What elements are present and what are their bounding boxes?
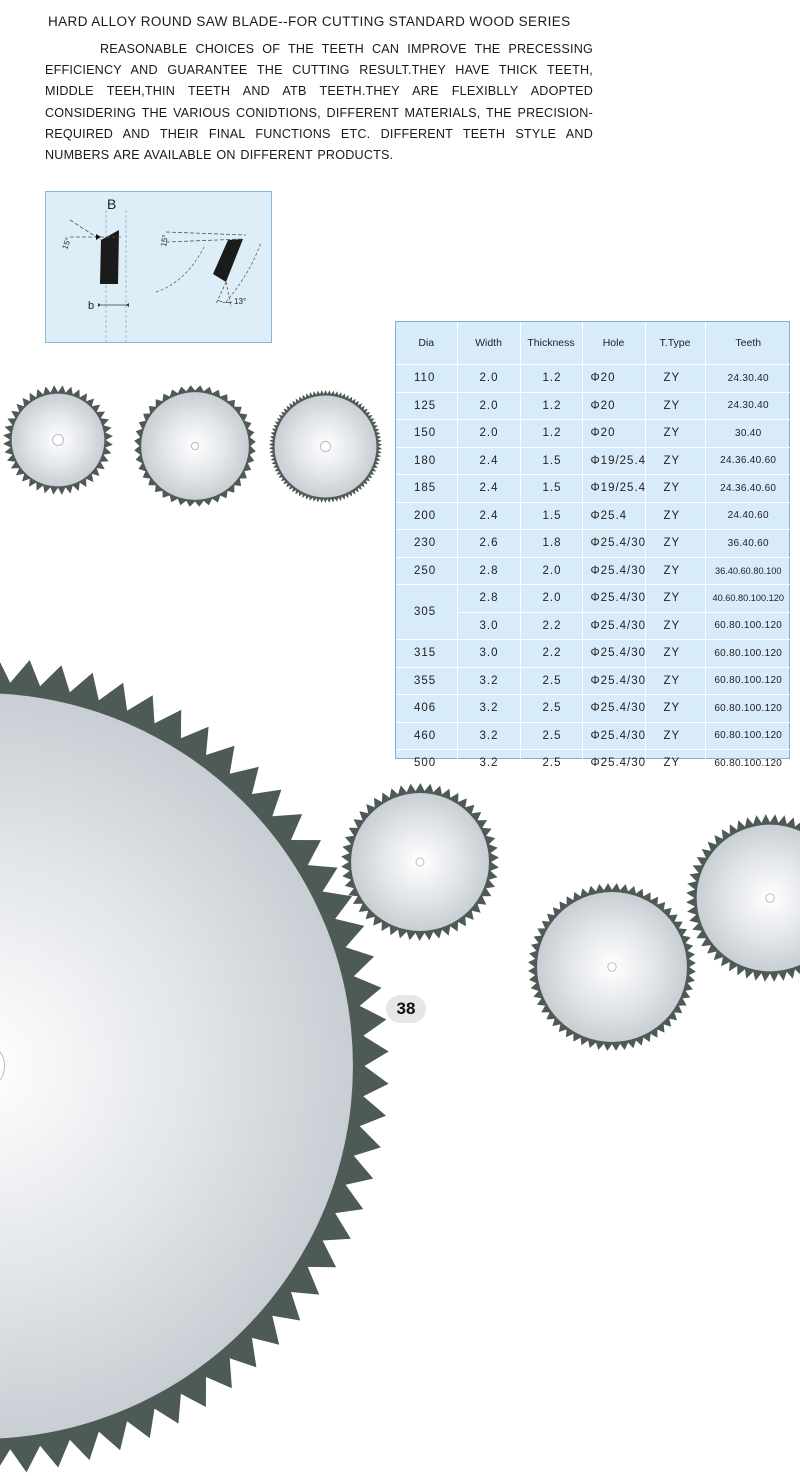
table-row xyxy=(396,722,791,750)
cell-width: 2.4 xyxy=(457,447,520,475)
cell-dia: 315 xyxy=(396,640,457,668)
cell-width: 3.2 xyxy=(457,667,520,695)
blade-arbor-hole xyxy=(608,963,616,971)
cell-ttype: ZY xyxy=(645,612,705,640)
cell-width: 2.8 xyxy=(457,585,520,613)
cell-thickness: 1.8 xyxy=(520,530,582,558)
cell-thickness: 1.5 xyxy=(520,475,582,503)
table-header-row xyxy=(396,322,791,365)
blade-body xyxy=(0,693,353,1439)
cell-teeth: 24.30.40 xyxy=(705,392,791,420)
cell-width: 2.6 xyxy=(457,530,520,558)
cell-hole: Φ25.4/30 xyxy=(582,640,645,668)
header-width: Width xyxy=(457,322,520,365)
cell-ttype: ZY xyxy=(645,695,705,723)
blade-arbor-hole xyxy=(191,442,198,449)
cell-dia: 355 xyxy=(396,667,457,695)
cell-teeth: 24.36.40.60 xyxy=(705,447,791,475)
cell-teeth: 24.30.40 xyxy=(705,365,791,393)
saw-blade-medium-1 xyxy=(340,782,500,942)
cell-thickness: 2.5 xyxy=(520,667,582,695)
cell-ttype: ZY xyxy=(645,722,705,750)
cell-width: 3.2 xyxy=(457,750,520,777)
intro-paragraph: REASONABLE CHOICES OF THE TEETH CAN IMPROVE THE PRECESSING EFFICIENCY AND GUARANTEE THE CUTTING RESULT.THEY HAVE THICK TEETH, MIDDLE TEEH,THIN TEETH AND ATB TEETH.THEY ARE FLEXIBLLY ADOPTED CONSIDERING THE VARIOUS CONIDTIONS, DIFFERENT MATERIALS, THE PRECISION-REQUIRED AND THEIR FINAL FUNCTIONS ETC. DIFFERENT TEETH STYLE AND NUMBERS ARE AVAILABLE ON DIFFERENT PRODUCTS. xyxy=(45,42,593,163)
cell-thickness: 1.5 xyxy=(520,502,582,530)
cell-thickness: 2.5 xyxy=(520,722,582,750)
label-B: B xyxy=(107,196,117,212)
cell-thickness: 2.2 xyxy=(520,612,582,640)
cell-ttype: ZY xyxy=(645,420,705,448)
cell-teeth: 60.80.100.120 xyxy=(714,757,783,769)
cell-dia: 500 xyxy=(396,750,457,777)
blade-arbor-hole xyxy=(320,441,330,451)
cell-width: 2.4 xyxy=(457,502,520,530)
cell-dia: 180 xyxy=(396,447,457,475)
cell-dia: 110 xyxy=(396,365,457,393)
blade-arbor-hole xyxy=(416,858,424,866)
cell-hole: Φ25.4/30 xyxy=(582,530,645,558)
cell-width: 2.0 xyxy=(457,365,520,393)
cell-teeth: 40.60.80.100.120 xyxy=(705,585,791,613)
cell-hole: Φ25.4/30 xyxy=(582,722,645,750)
cell-ttype: ZY xyxy=(645,475,705,503)
saw-blade-small-2 xyxy=(133,384,257,508)
page-title: HARD ALLOY ROUND SAW BLADE--FOR CUTTING STANDARD WOOD SERIES xyxy=(48,14,571,29)
cell-thickness: 1.2 xyxy=(520,365,582,393)
cell-dia: 230 xyxy=(396,530,457,558)
cell-width: 2.0 xyxy=(457,392,520,420)
cell-ttype: ZY xyxy=(645,557,705,585)
cell-thickness: 1.2 xyxy=(520,392,582,420)
cell-thickness: 1.2 xyxy=(520,420,582,448)
cell-hole: Φ19/25.4 xyxy=(582,447,645,475)
cell-dia: 250 xyxy=(396,557,457,585)
table-row xyxy=(396,640,791,668)
angle-right-bottom-label: 13° xyxy=(234,297,247,306)
cell-ttype: ZY xyxy=(645,392,705,420)
cell-width: 3.2 xyxy=(457,722,520,750)
blade-arbor-hole xyxy=(766,894,774,902)
cell-thickness: 2.5 xyxy=(520,750,582,777)
header-dia: Dia xyxy=(396,322,457,365)
cell-thickness: 2.5 xyxy=(520,695,582,723)
cell-thickness: 2.2 xyxy=(520,640,582,668)
table-row xyxy=(396,365,791,393)
cell-ttype: ZY xyxy=(645,667,705,695)
cell-width: 2.0 xyxy=(457,420,520,448)
cell-teeth: 60.80.100.120 xyxy=(705,667,791,695)
blade-arbor-hole xyxy=(53,435,64,446)
tooth-diagram xyxy=(45,191,272,343)
cell-ttype: ZY xyxy=(645,502,705,530)
cell-hole: Φ25.4/30 xyxy=(582,750,645,777)
cell-hole: Φ20 xyxy=(582,365,645,393)
cell-width: 3.0 xyxy=(457,640,520,668)
cell-width: 2.8 xyxy=(457,557,520,585)
cell-hole: Φ25.4/30 xyxy=(582,667,645,695)
header-thickness: Thickness xyxy=(520,322,582,365)
header-hole: Hole xyxy=(582,322,645,365)
table-row xyxy=(396,447,791,475)
table-row xyxy=(396,420,791,448)
spec-table xyxy=(395,321,790,770)
table-row xyxy=(396,695,791,723)
cell-teeth: 60.80.100.120 xyxy=(705,640,791,668)
cell-hole: Φ20 xyxy=(582,392,645,420)
cell-thickness: 1.5 xyxy=(520,447,582,475)
cell-width: 2.4 xyxy=(457,475,520,503)
cell-dia: 200 xyxy=(396,502,457,530)
tooth-diagram-drawing xyxy=(46,192,273,344)
cell-teeth: 24.40.60 xyxy=(705,502,791,530)
cell-width: 3.0 xyxy=(457,612,520,640)
header-teeth: Teeth xyxy=(705,322,791,365)
cell-teeth: 30.40 xyxy=(705,420,791,448)
cell-ttype: ZY xyxy=(645,447,705,475)
cell-hole: Φ20 xyxy=(582,420,645,448)
table-row xyxy=(396,667,791,695)
cell-hole: Φ25.4 xyxy=(582,502,645,530)
angle-right-top-label: 15° xyxy=(159,233,171,248)
page-number: 38 xyxy=(386,995,426,1023)
cell-teeth: 36.40.60 xyxy=(705,530,791,558)
table-row xyxy=(396,475,791,503)
label-b: b xyxy=(88,300,95,312)
cell-thickness: 2.0 xyxy=(520,557,582,585)
cell-ttype: ZY xyxy=(645,585,705,613)
header-ttype: T.Type xyxy=(645,322,705,365)
saw-blade-medium-3 xyxy=(685,813,800,983)
cell-dia: 460 xyxy=(396,722,457,750)
cell-width: 3.2 xyxy=(457,695,520,723)
cell-hole: Φ25.4/30 xyxy=(582,612,645,640)
cell-dia: 305 xyxy=(396,585,457,640)
cell-hole: Φ25.4/30 xyxy=(582,557,645,585)
cell-hole: Φ25.4/30 xyxy=(582,585,645,613)
cell-dia: 406 xyxy=(396,695,457,723)
cell-teeth: 60.80.100.120 xyxy=(705,612,791,640)
cell-thickness: 2.0 xyxy=(520,585,582,613)
cell-hole: Φ25.4/30 xyxy=(582,695,645,723)
table-row xyxy=(396,530,791,558)
saw-blade-small-3 xyxy=(268,389,383,504)
table-row xyxy=(396,392,791,420)
saw-blade-small-1 xyxy=(2,384,114,496)
cell-teeth: 36.40.60.80.100 xyxy=(705,557,791,585)
cell-hole: Φ19/25.4 xyxy=(582,475,645,503)
saw-blade-large xyxy=(0,656,390,1476)
cell-teeth: 60.80.100.120 xyxy=(705,695,791,723)
cell-ttype: ZY xyxy=(645,640,705,668)
cell-dia: 125 xyxy=(396,392,457,420)
table-row xyxy=(396,750,791,777)
cell-ttype: ZY xyxy=(645,750,705,777)
cell-dia: 150 xyxy=(396,420,457,448)
table-row xyxy=(396,502,791,530)
cell-teeth: 60.80.100.120 xyxy=(705,722,791,750)
cell-teeth: 24.36.40.60 xyxy=(705,475,791,503)
table-row xyxy=(396,557,791,585)
cell-dia: 185 xyxy=(396,475,457,503)
cell-ttype: ZY xyxy=(645,530,705,558)
saw-blade-medium-2 xyxy=(527,882,697,1052)
angle-left-label: 15° xyxy=(60,236,74,251)
spec-table-grid xyxy=(396,322,791,777)
cell-ttype: ZY xyxy=(645,365,705,393)
table-row xyxy=(396,585,791,613)
